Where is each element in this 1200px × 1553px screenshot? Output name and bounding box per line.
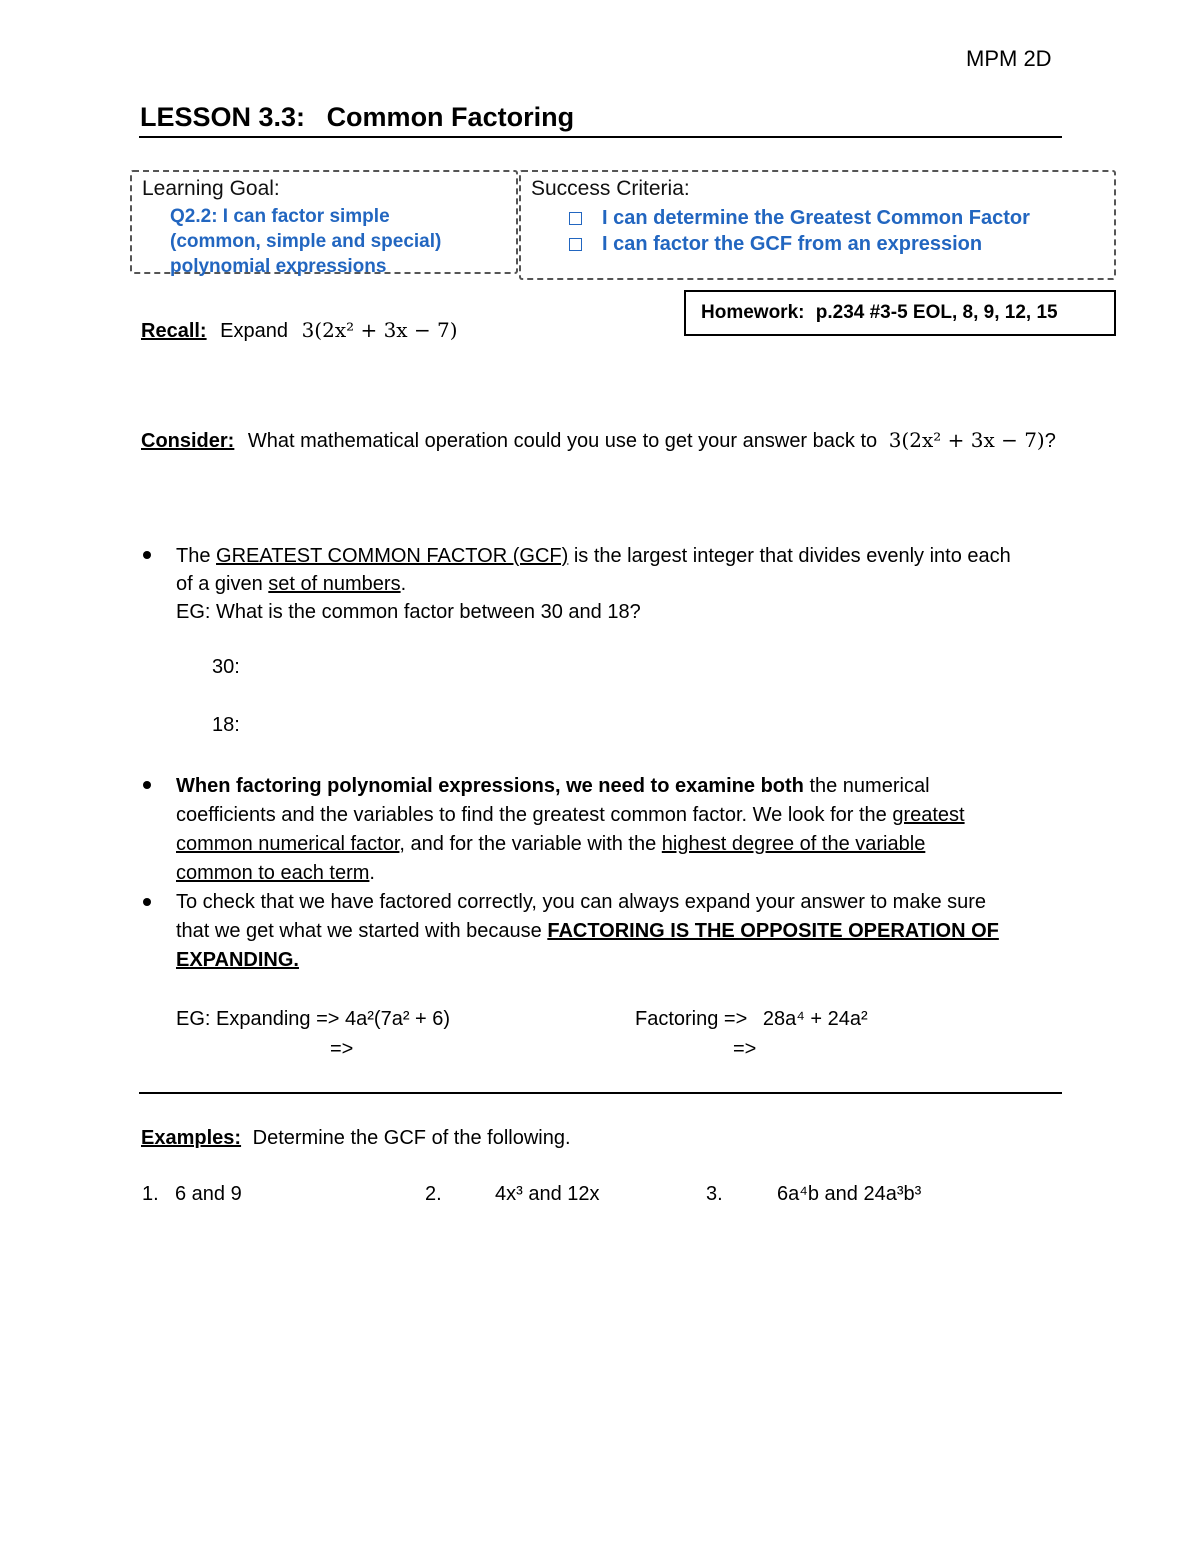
learning-goal-heading: Learning Goal:: [142, 177, 280, 200]
learning-goal-line: (common, simple and special): [170, 231, 442, 252]
factoring-arrow: =>: [733, 1038, 757, 1060]
factoring-label: Factoring =>: [635, 1008, 748, 1030]
factoring-text: coefficients and the variables to find the greatest common factor. We look for the: [176, 804, 893, 826]
factoring-text: , and for the variable with the: [399, 833, 662, 855]
checkbox-icon: [569, 212, 582, 225]
check-emphasis: EXPANDING.: [176, 949, 299, 971]
lesson-number: LESSON 3.3:: [140, 102, 306, 132]
factoring-line-4: [176, 859, 965, 888]
recall-label: Recall:: [141, 320, 207, 342]
examples-text: Determine the GCF of the following.: [252, 1127, 571, 1149]
expanding-arrow: =>: [330, 1038, 354, 1060]
example-number: 1.: [142, 1183, 159, 1205]
example-item: 4x³ and 12x: [495, 1183, 600, 1205]
gcf-text: .: [400, 573, 407, 595]
course-code: MPM 2D: [966, 46, 1052, 71]
expanding-label: EG: Expanding =>: [176, 1008, 340, 1030]
expanding-expression: 4a²(7a² + 6): [345, 1008, 451, 1030]
criteria-item: [567, 231, 1030, 257]
homework-text: p.234 #3-5 EOL, 8, 9, 12, 15: [815, 302, 1058, 323]
success-criteria-box: [519, 170, 1116, 280]
checkbox-icon: [569, 238, 582, 251]
factoring-bold: When factoring polynomial expressions, we need to examine both: [176, 775, 804, 797]
factoring-bullet: [176, 772, 965, 888]
recall-line: [141, 318, 458, 343]
consider-text: What mathematical operation could you use to get your answer back to: [247, 430, 878, 452]
bullet-icon: [143, 551, 151, 559]
success-criteria-list: [567, 205, 1030, 257]
consider-line: [141, 428, 1056, 453]
number-30: 30:: [212, 656, 240, 678]
example-number: 2.: [425, 1183, 442, 1205]
criteria-text: I can determine the Greatest Common Factor: [602, 206, 1030, 229]
homework-label: Homework:: [701, 302, 805, 323]
factoring-line-3: [176, 830, 965, 859]
learning-goal-line: polynomial expressions: [170, 256, 387, 277]
learning-goal-text: [170, 204, 441, 279]
examples-label: Examples:: [141, 1127, 242, 1149]
factoring-underline: common to each term: [176, 862, 370, 884]
gcf-line-1: [176, 542, 1011, 570]
factoring-text: the numerical: [803, 775, 930, 797]
number-18: 18:: [212, 714, 240, 736]
example-number: 3.: [706, 1183, 723, 1205]
consider-label: Consider:: [141, 430, 235, 452]
check-text: To check that we have factored correctly, you can always expand your answer to make sure: [176, 891, 987, 913]
bullet-icon: [143, 898, 151, 906]
learning-goal-line: Q2.2: I can factor simple: [170, 206, 390, 227]
lesson-title: Common Factoring: [326, 102, 575, 132]
learning-goal-box: [130, 170, 518, 277]
factoring-underline: highest degree of the variable: [661, 833, 926, 855]
example-item: 6 and 9: [175, 1183, 242, 1205]
title-divider: [139, 136, 1062, 138]
example-item: 6a⁴b and 24a³b³: [777, 1183, 922, 1205]
factoring-line-1: [176, 772, 965, 801]
homework-box: [684, 290, 1116, 336]
success-criteria-heading: Success Criteria:: [531, 177, 690, 200]
factoring-expression: 28a⁴ + 24a²: [762, 1008, 868, 1030]
gcf-text: is the largest integer that divides evenly into each: [568, 545, 1011, 567]
section-divider: [139, 1092, 1062, 1094]
gcf-line-2: [176, 570, 1011, 598]
page-title: [140, 102, 574, 133]
recall-text: Expand: [220, 320, 288, 342]
consider-expression: 3(2x² + 3x − 7): [888, 428, 1045, 452]
factoring-line-2: [176, 801, 965, 830]
bullet-icon: [143, 781, 151, 789]
factoring-underline: common numerical factor: [176, 833, 400, 855]
gcf-text: of a given: [176, 573, 269, 595]
recall-expression: 3(2x² + 3x − 7): [301, 318, 458, 342]
factoring-text: .: [369, 862, 375, 884]
check-bullet: [176, 888, 999, 975]
factoring-example: [635, 1008, 868, 1031]
examples-heading: [141, 1127, 571, 1150]
expanding-example: [176, 1008, 450, 1031]
gcf-bullet: [176, 542, 1011, 626]
check-text: that we get what we started with because: [176, 920, 548, 942]
gcf-term: set of numbers: [268, 573, 401, 595]
check-line-2: [176, 917, 999, 946]
check-emphasis: FACTORING IS THE OPPOSITE OPERATION OF: [547, 920, 999, 942]
criteria-text: I can factor the GCF from an expression: [602, 232, 983, 255]
criteria-item: [567, 205, 1030, 231]
gcf-example: EG: What is the common factor between 30 and 18?: [176, 601, 641, 623]
consider-end: ?: [1044, 430, 1056, 452]
gcf-text: The: [176, 545, 217, 567]
gcf-term: GREATEST COMMON FACTOR (GCF): [216, 545, 569, 567]
factoring-underline: greatest: [892, 804, 965, 826]
